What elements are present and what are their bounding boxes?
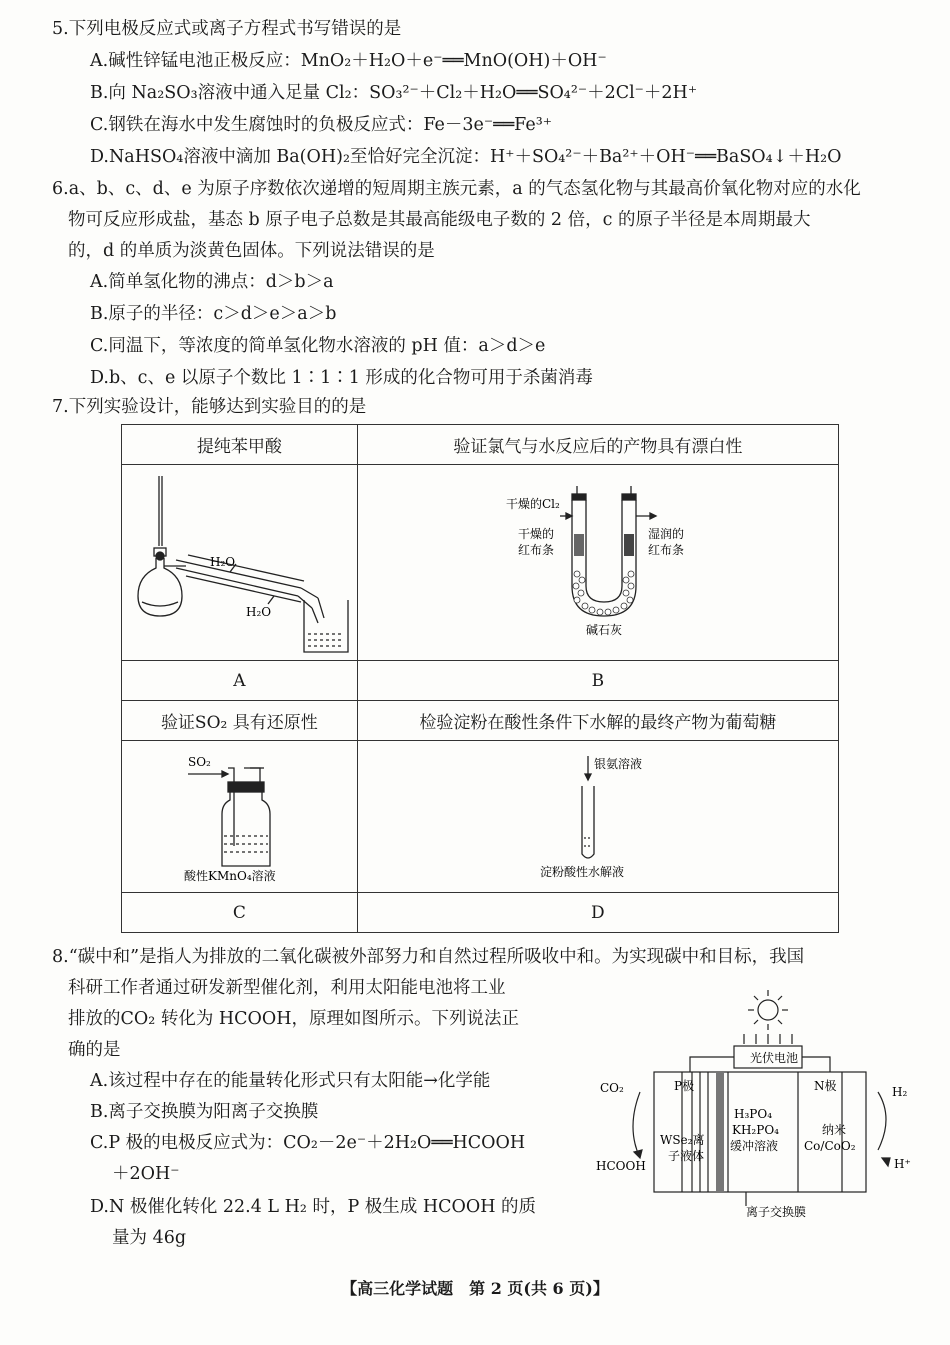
q8-option-b: B.离子交换膜为阳离子交换膜 xyxy=(90,1102,319,1122)
cell-b-label: B xyxy=(357,661,838,701)
cell-c-title: 验证SO₂ 具有还原性 xyxy=(122,701,358,741)
buffer-label-1: H₃PO₄ xyxy=(734,1107,772,1121)
q6-option-a: A.简单氢化物的沸点：d＞b＞a xyxy=(90,272,334,292)
q8-option-d: D.N 极催化转化 22.4 L H₂ 时，P 极生成 HCOOH 的质 xyxy=(90,1197,537,1217)
pv-cell-label: 光伏电池 xyxy=(750,1051,799,1065)
test-tube-figure xyxy=(530,752,700,884)
starch-hydrolysis-label: 淀粉酸性水解液 xyxy=(540,865,625,879)
u-tube-figure xyxy=(480,476,740,656)
co2-label: CO₂ xyxy=(600,1081,624,1095)
electrolysis-cell-figure xyxy=(596,988,920,1224)
q8-stem-line1: 8.“碳中和”是指人为排放的二氧化碳被外部努力和自然过程所吸收中和。为实现碳中和目标，我国 xyxy=(52,947,805,967)
q5-option-c: C.钢铁在海水中发生腐蚀时的负极反应式：Fe－3e⁻══Fe³⁺ xyxy=(90,115,552,135)
water-in-label: H₂O xyxy=(210,555,236,569)
q8-option-d-cont: 量为 46g xyxy=(112,1228,187,1248)
nano-label-1: 纳米 xyxy=(822,1123,847,1137)
silver-ammonia-label: 银氨溶液 xyxy=(594,757,643,771)
buffer-label-3: 缓冲溶液 xyxy=(730,1139,779,1153)
q5-option-b: B.向 Na₂SO₃溶液中通入足量 Cl₂：SO₃²⁻＋Cl₂＋H₂O══SO₄²⁻＋2Cl⁻＋2H⁺ xyxy=(90,83,698,103)
q8-stem-line3: 排放的CO₂ 转化为 HCOOH，原理如图所示。下列说法正 xyxy=(68,1009,519,1029)
buffer-label-2: KH₂PO₄ xyxy=(732,1123,779,1137)
q5-stem: 5.下列电极反应式或离子方程式书写错误的是 xyxy=(52,19,402,39)
p-pole-label: P极 xyxy=(674,1079,695,1093)
q7-stem: 7.下列实验设计，能够达到实验目的的是 xyxy=(52,397,367,417)
soda-lime-label: 碱石灰 xyxy=(586,623,623,637)
q5-option-d: D.NaHSO₄溶液中滴加 Ba(OH)₂至恰好完全沉淀：H⁺＋SO₄²⁻＋Ba²⁺＋OH⁻══BaSO₄↓＋H₂O xyxy=(90,147,842,167)
h-plus-label: H⁺ xyxy=(894,1157,911,1171)
cell-c-label: C xyxy=(122,893,358,933)
q6-stem-line1: 6.a、b、c、d、e 为原子序数依次递增的短周期主族元素，a 的气态氢化物与其最高价氧化物对应的水化 xyxy=(52,179,861,199)
q6-option-b: B.原子的半径：c＞d＞e＞a＞b xyxy=(90,304,337,324)
q6-option-d: D.b、c、e 以原子个数比 1∶1∶1 形成的化合物可用于杀菌消毒 xyxy=(90,368,593,388)
wse2-label-2: 子液体 xyxy=(668,1149,705,1163)
membrane-label: 离子交换膜 xyxy=(746,1205,807,1219)
wse2-label-1: WSe₂离 xyxy=(660,1133,705,1147)
q6-stem-line3: 的，d 的单质为淡黄色固体。下列说法错误的是 xyxy=(68,241,435,261)
wet-cloth-label-1: 湿润的 xyxy=(648,527,685,541)
gas-bottle-figure xyxy=(170,746,330,886)
dry-cl2-label: 干燥的Cl₂ xyxy=(506,497,560,511)
q6-option-c: C.同温下，等浓度的简单氢化物水溶液的 pH 值：a＞d＞e xyxy=(90,336,546,356)
dry-cloth-label-2: 红布条 xyxy=(518,543,555,557)
kmno4-label: 酸性KMnO₄溶液 xyxy=(184,869,276,883)
cell-d-label: D xyxy=(357,893,838,933)
nano-label-2: Co/CoO₂ xyxy=(804,1139,856,1153)
dry-cloth-label-1: 干燥的 xyxy=(518,527,555,541)
q5-option-a: A.碱性锌锰电池正极反应：MnO₂＋H₂O＋e⁻══MnO(OH)＋OH⁻ xyxy=(90,51,607,71)
n-pole-label: N极 xyxy=(814,1079,837,1093)
cell-b-title: 验证氯气与水反应后的产物具有漂白性 xyxy=(357,425,838,465)
hcooh-label: HCOOH xyxy=(596,1159,646,1173)
so2-label: SO₂ xyxy=(188,755,211,769)
q6-stem-line2: 物可反应形成盐，基态 b 原子电子总数是其最高能级电子数的 2 倍，c 的原子半径是本周期最大 xyxy=(68,210,811,230)
q8-option-a: A.该过程中存在的能量转化形式只有太阳能→化学能 xyxy=(90,1071,491,1091)
cell-d-title: 检验淀粉在酸性条件下水解的最终产物为葡萄糖 xyxy=(357,701,838,741)
water-out-label: H₂O xyxy=(246,605,272,619)
q8-option-c: C.P 极的电极反应式为：CO₂－2e⁻＋2H₂O══HCOOH xyxy=(90,1133,526,1153)
page-footer: 【高三化学试题 第 2 页(共 6 页)】 xyxy=(341,1279,609,1298)
cell-a-title: 提纯苯甲酸 xyxy=(122,425,358,465)
cell-a-label: A xyxy=(122,661,358,701)
wet-cloth-label-2: 红布条 xyxy=(648,543,685,557)
q8-stem-line2: 科研工作者通过研发新型催化剂，利用太阳能电池将工业 xyxy=(68,978,506,998)
q8-option-c-cont: ＋2OH⁻ xyxy=(112,1164,180,1184)
h2-label: H₂ xyxy=(892,1085,908,1099)
q8-stem-line4: 确的是 xyxy=(68,1040,121,1060)
distillation-apparatus-figure xyxy=(126,468,352,660)
